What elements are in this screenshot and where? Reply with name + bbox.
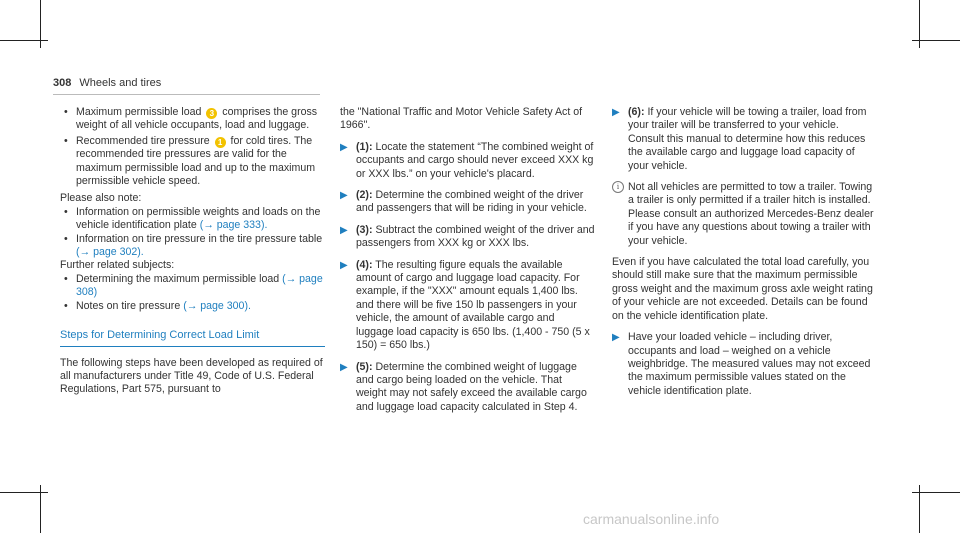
list-item: • Recommended tire pressure 1 for cold tires. The recommended tire pressures are valid for the maximum permissible load and up to the maximum permissible vehicle speed.: [64, 134, 316, 188]
callout-3-icon: 3: [206, 108, 217, 119]
list-item: • Maximum permissible load 3 comprises the gross weight of all vehicle occupants, load and luggage.: [64, 106, 318, 132]
further-subjects: Further related subjects:: [60, 259, 175, 272]
arrow-icon: ▶: [340, 141, 348, 153]
right-column: [612, 98, 877, 398]
please-note: Please also note:: [60, 192, 142, 205]
list-item: • Information on tire pressure in the tire pressure table (→ page 302).: [64, 232, 323, 259]
left-column: [60, 106, 325, 397]
intro-text: the "National Traffic and Motor Vehicle Safety Act of 1966".: [340, 106, 583, 132]
step-3: ▶ (3): Subtract the combined weight of the driver and passengers from XXX kg or XXX lbs.: [340, 223, 595, 250]
page-ref-link[interactable]: (→ page 308): [76, 272, 323, 299]
list-item: • Notes on tire pressure (→ page 300).: [64, 299, 251, 312]
arrow-icon: ▶: [340, 224, 348, 236]
step-6: ▶ (6): If your vehicle will be towing a trailer, load from your trailer will be transferred to your vehicle. Consult this manual to determine how this reduces the available cargo and luggage load capacity of your vehicle.: [612, 106, 867, 172]
middle-column: [340, 106, 595, 414]
page-ref-link[interactable]: (→ page 333).: [199, 219, 268, 232]
callout-1-icon: 1: [215, 137, 226, 148]
page-number: 308: [53, 77, 72, 89]
arrow-icon: ▶: [612, 332, 620, 344]
step-1: ▶ (1): Locate the statement “The combined weight of occupants and cargo should never exceed XXX kg or XXX lbs.” on your vehicle's placard.: [340, 140, 594, 180]
load-paragraph: Even if you have calculated the total load carefully, you should still make sure that the maximum permissible gross weight and the maximum gross axle weight rating of your vehicle are not exceeded. Details can be found on the vehicle identification plate.: [612, 256, 873, 322]
arrow-icon: ▶: [340, 259, 348, 271]
crop-mark: [912, 40, 960, 41]
watermark: carmanualsonline.info: [583, 511, 720, 527]
arrow-icon: ▶: [340, 190, 348, 202]
page-ref-link[interactable]: (→ page 300).: [183, 299, 251, 312]
arrow-icon: ▶: [612, 107, 620, 118]
section-title: Steps for Determining Correct Load Limit: [60, 329, 325, 346]
header-rule: [53, 94, 320, 95]
step-weigh: ▶ Have your loaded vehicle – including driver, occupants and load – weighed on a vehicle weighbridge. The measured values may not exceed the maximum permissible values stated on the vehicle identification plate.: [612, 331, 871, 397]
step-5: ▶ (5): Determine the combined weight of luggage and cargo being loaded on the vehicle. That weight may not safely exceed the available cargo and luggage load capacity calculated in Step 4.: [340, 360, 587, 413]
page-ref-link[interactable]: (→ page 302).: [76, 246, 144, 259]
step-4: ▶ (4): The resulting figure equals the available amount of cargo and luggage load capacity. For example, if the "XXX" amount equals 1,400 lbs. and there will be five 150 lb passengers in your vehicle, the amount of available cargo and luggage load capacity is 650 lbs. (1,400 - 750 (5 x 150) = 650 lbs.): [340, 258, 590, 352]
crop-mark: [0, 40, 48, 41]
list-item: • Determining the maximum permissible load (→ page 308): [64, 272, 323, 299]
page-header: [53, 77, 161, 89]
info-icon: i: [612, 181, 624, 193]
section-text: The following steps have been developed as required of all manufacturers under Title 49, Code of U.S. Federal Regulations, Part 575, pursuant to: [60, 356, 323, 396]
crop-mark: [912, 492, 960, 493]
list-item: • Information on permissible weights and loads on the vehicle identification plate (→ page 333).: [64, 205, 321, 232]
page-title: Wheels and tires: [79, 77, 162, 89]
info-note: i Not all vehicles are permitted to tow a trailer. Towing a trailer is only permitted if a trailer hitch is installed. Please consult an authorized Mercedes-Benz dealer if you have any questions about towing a trailer with your vehicle.: [612, 181, 877, 248]
crop-mark: [0, 492, 48, 493]
step-2: ▶ (2): Determine the combined weight of the driver and passengers that will be riding in your vehicle.: [340, 189, 587, 215]
arrow-icon: ▶: [340, 361, 348, 373]
